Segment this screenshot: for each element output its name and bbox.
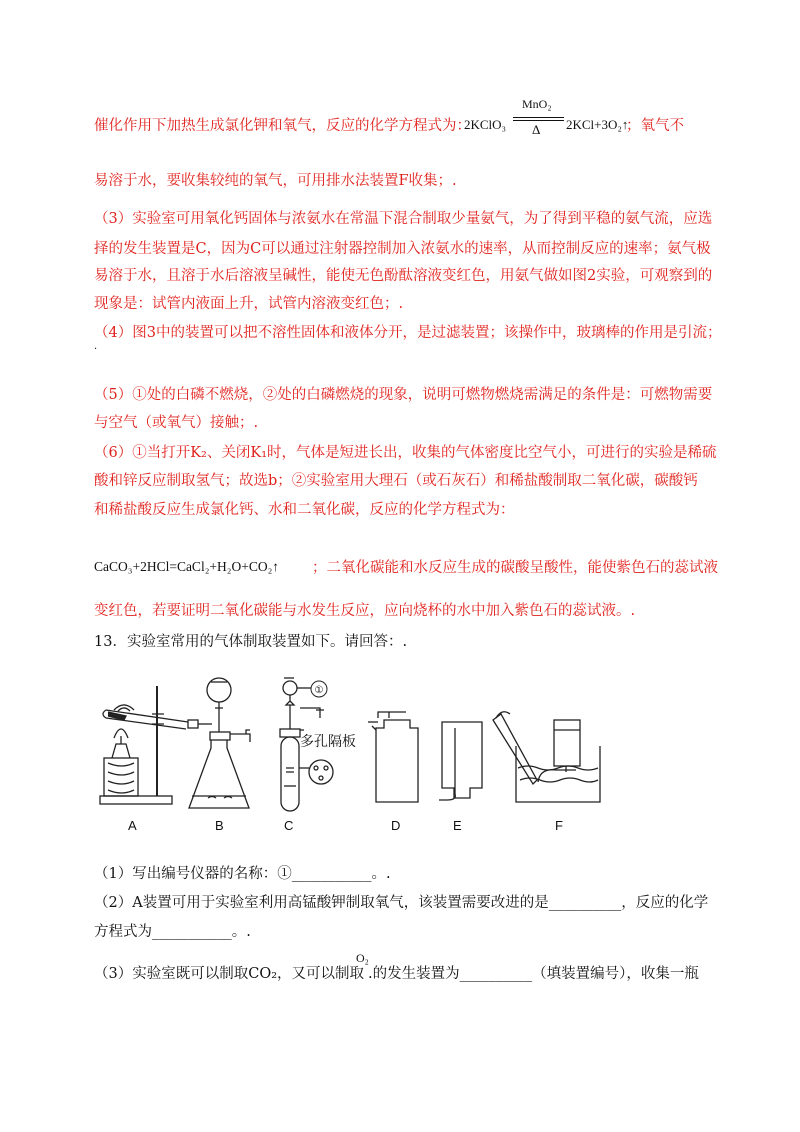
text-line-1: 催化作用下加热生成氯化钾和氧气，反应的化学方程式为： [94, 118, 471, 134]
text-line-3: （3）实验室可用氧化钙固体与浓氨水在常温下混合制取少量氨气，为了得到平稳的氨气流，应选 [94, 211, 713, 227]
apparatus-a [100, 686, 212, 804]
equation-arrow-line [513, 117, 564, 118]
equation-catalyst: MnO₂ [522, 97, 552, 111]
apparatus-b [189, 678, 250, 808]
text-line-13-tail: ；二氧化碳能和水反应生成的碳酸呈酸性，能使紫色石的蕊试液 [312, 560, 718, 576]
text-line-10: （6）①当打开K₂、关闭K₁时，气体是短进长出，收集的气体密度比空气小，可进行的实验是稀硫 [94, 445, 717, 461]
text-line-14: 变红色，若要证明二氧化碳能与水发生反应，应向烧杯的水中加入紫色石的蕊试液。. [94, 603, 636, 619]
label-a: A [128, 818, 137, 833]
question-13-part-2b: 方程式为___________。. [94, 924, 251, 940]
label-c: C [284, 818, 294, 833]
equation-heat: Δ [532, 122, 541, 137]
text-dot: · [94, 344, 98, 355]
text-line-11: 酸和锌反应制取氢气；故选b；②实验室用大理石（或石灰石）和稀盐酸制取二氧化碳，碳酸钙 [94, 473, 698, 489]
text-line-7: （4）图3中的装置可以把不溶性固体和液体分开，是过滤装置；该操作中，玻璃棒的作用是引流； [94, 325, 722, 341]
text-line-9: 与空气（或氧气）接触；. [94, 415, 259, 431]
text-line-1-tail: ；氧气不 [626, 118, 684, 134]
label-d: D [391, 818, 401, 833]
text-line-6: 现象是：试管内液面上升，试管内溶液变红色；. [94, 296, 404, 312]
equation-caco3: CaCO₃+2HCl=CaCl₂+H₂O+CO₂↑ [94, 559, 280, 574]
text-line-8: （5）①处的白磷不燃烧，②处的白磷燃烧的现象，说明可燃物燃烧需满足的条件是：可燃物需要 [94, 387, 713, 403]
question-13-part-3-pre: （3）实验室既可以制取CO₂，又可以制取 [94, 966, 365, 982]
marker-1-text: ① [314, 685, 324, 696]
question-13-part-3-post: .的发生装置为__________（填装置编号），收集一瓶 [368, 966, 699, 982]
text-line-5: 易溶于水，且溶于水后溶液呈碱性，能使无色酚酞溶液变红色，用氨气做如图2实验，可观察到的 [94, 268, 713, 284]
question-13-title: 13．实验室常用的气体制取装置如下。请回答：. [94, 634, 408, 650]
apparatus-figure [88, 668, 648, 838]
apparatus-e [439, 722, 482, 800]
apparatus-f [493, 712, 600, 802]
label-e: E [453, 818, 462, 833]
text-line-2: 易溶于水，要收集较纯的氧气，可用排水法装置F收集；. [94, 173, 457, 189]
equation-arrow-line-2 [513, 120, 564, 121]
equation-products: 2KCl+3O₂↑ [566, 117, 629, 132]
label-f: F [555, 818, 563, 833]
question-13-o2: O₂ [356, 951, 369, 965]
question-13-part-2a: （2）A装置可用于实验室利用高锰酸钾制取氧气，该装置需要改进的是__________，反应的化学 [94, 895, 709, 911]
label-b: B [215, 818, 224, 833]
plate-label: 多孔隔板 [300, 733, 356, 749]
apparatus-d [368, 712, 418, 802]
equation-reactant: 2KClO₃ [464, 117, 507, 132]
text-line-12: 和稀盐酸反应生成氯化钙、水和二氧化碳，反应的化学方程式为： [94, 502, 515, 518]
text-line-4: 择的发生装置是C，因为C可以通过注射器控制加入浓氨水的速率，从而控制反应的速率；氨气极 [94, 241, 711, 257]
question-13-part-1: （1）写出编号仪器的名称：①___________。. [94, 866, 391, 882]
